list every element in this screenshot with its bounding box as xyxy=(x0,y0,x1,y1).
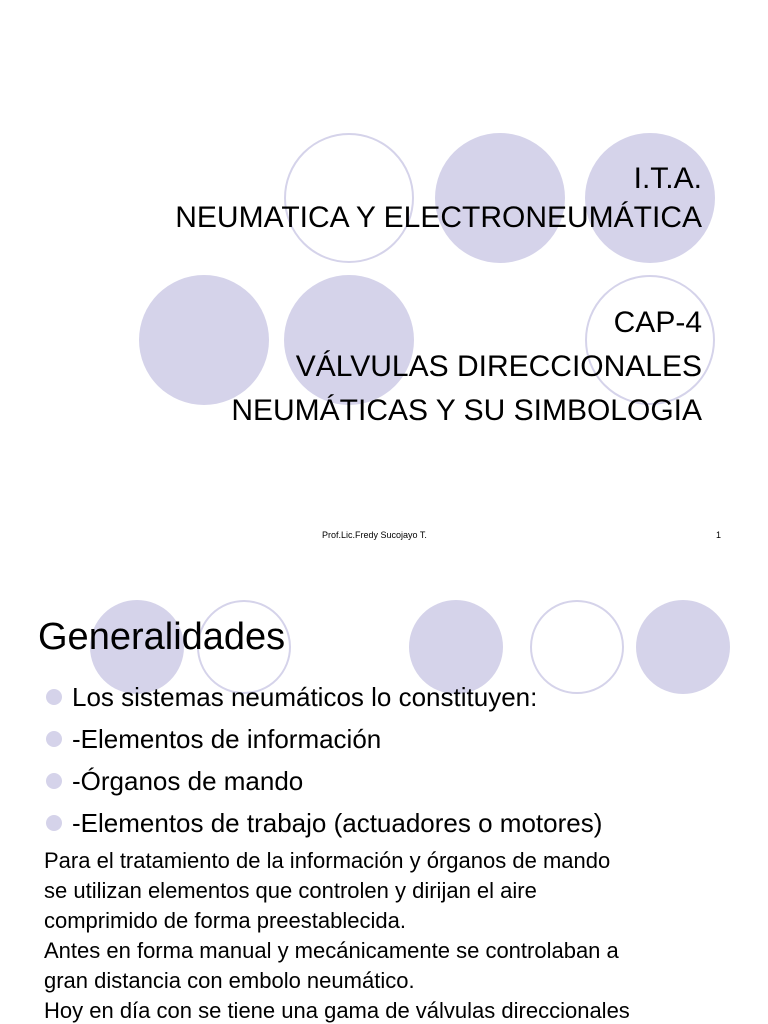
title-line-2: NEUMATICA Y ELECTRONEUMÁTICA xyxy=(175,201,702,234)
decor-circle xyxy=(139,275,269,405)
decor-circle xyxy=(284,275,414,405)
decor-circle xyxy=(585,133,715,263)
title-line-1: I.T.A. xyxy=(633,162,702,195)
paragraph-line: Antes en forma manual y mecánicamente se controlaban a xyxy=(44,938,619,963)
bullet-item xyxy=(46,802,602,844)
bullet-text: -Elementos de trabajo (actuadores o motores) xyxy=(72,808,603,838)
paragraph-line: Hoy en día con se tiene una gama de válvulas direccionales xyxy=(44,998,630,1023)
paragraph-line: se utilizan elementos que controlen y dirijan el aire xyxy=(44,878,537,903)
bullet-dot-icon xyxy=(46,689,62,705)
bullet-item xyxy=(46,718,602,760)
footer-author: Prof.Lic.Fredy Sucojayo T. xyxy=(322,530,427,540)
bullet-text: -Elementos de información xyxy=(72,724,382,754)
bullet-dot-icon xyxy=(46,773,62,789)
decor-circle xyxy=(636,600,730,694)
decor-circle xyxy=(284,133,414,263)
decor-circle xyxy=(435,133,565,263)
subtitle-line-1: CAP-4 xyxy=(613,306,702,339)
subtitle-line-2: VÁLVULAS DIRECCIONALES xyxy=(295,350,702,383)
body-paragraph xyxy=(44,846,744,1024)
bullet-item xyxy=(46,760,602,802)
subtitle-line-3: NEUMÁTICAS Y SU SIMBOLOGIA xyxy=(231,394,702,427)
paragraph-line: comprimido de forma preestablecida. xyxy=(44,908,406,933)
page-number: 1 xyxy=(716,530,722,540)
bullet-dot-icon xyxy=(46,731,62,747)
bullet-text: Los sistemas neumáticos lo constituyen: xyxy=(72,682,538,712)
bullet-text: -Órganos de mando xyxy=(72,766,304,796)
bullet-item xyxy=(46,676,602,718)
slide-2 xyxy=(0,578,768,1024)
paragraph-line: gran distancia con embolo neumático. xyxy=(44,968,415,993)
slide-heading: Generalidades xyxy=(38,616,286,658)
paragraph-line: Para el tratamiento de la información y órganos de mando xyxy=(44,848,611,873)
bullet-dot-icon xyxy=(46,815,62,831)
bullet-list xyxy=(46,676,602,844)
